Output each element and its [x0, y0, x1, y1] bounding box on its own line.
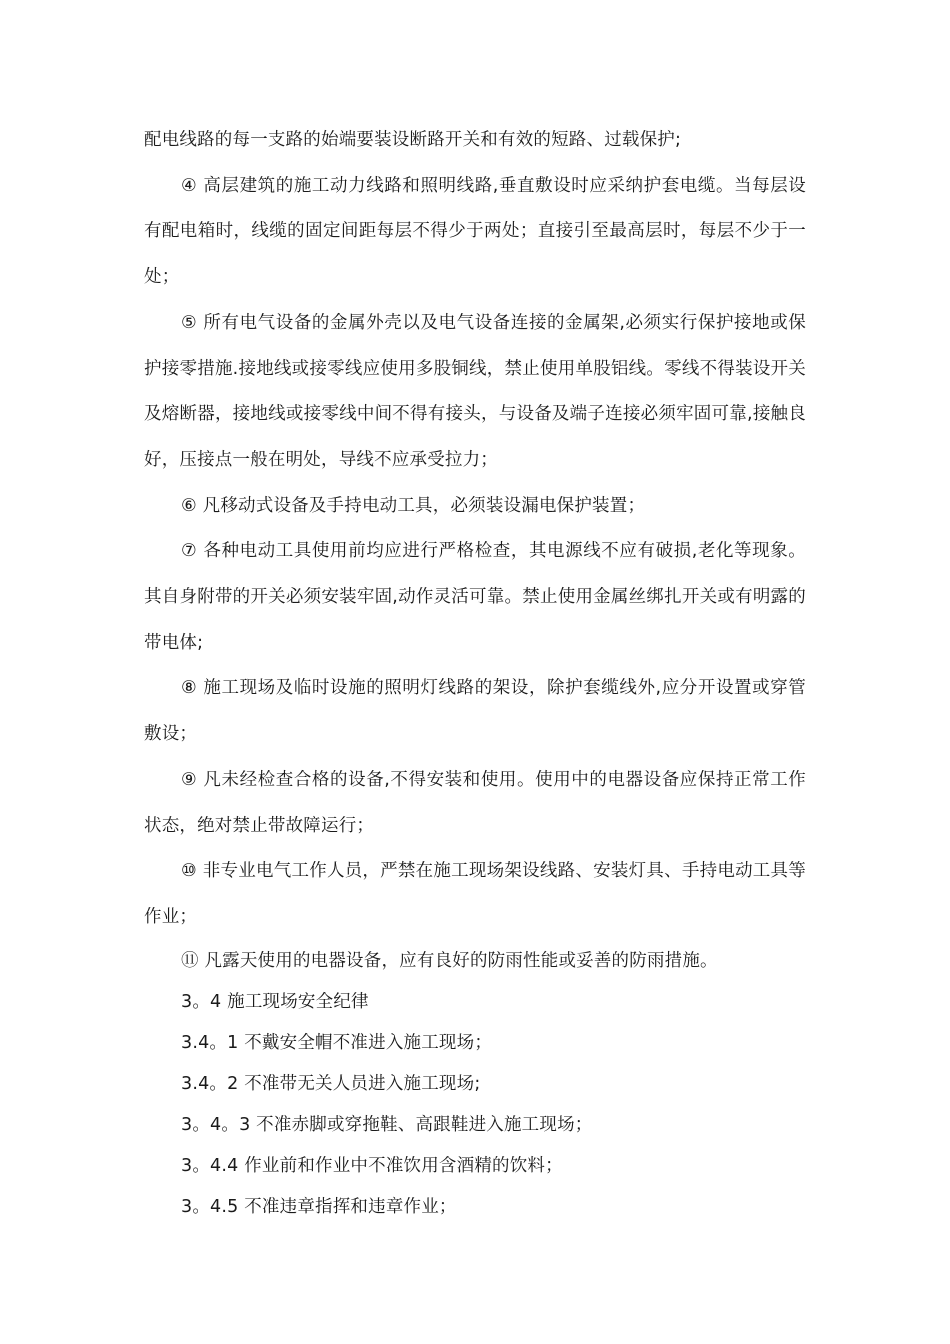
paragraph-item-5: ⑤ 所有电气设备的金属外壳以及电气设备连接的金属架,必须实行保护接地或保护接零措施.接地线或接零线应使用多股铜线，禁止使用单股铝线。零线不得装设开关及熔断器，接地线或接零线中间不得有接头，与设备及端子连接必须牢固可靠,接触良好，压接点一般在明处，导线不应承受拉力； [144, 312, 806, 470]
paragraph-item-9: ⑨ 凡未经检查合格的设备,不得安装和使用。使用中的电器设备应保持正常工作状态，绝对禁止带故障运行； [144, 769, 806, 836]
rule-item: 3。4。3 不准赤脚或穿拖鞋、高跟鞋进入施工现场； [181, 1114, 593, 1135]
document-body [144, 118, 806, 1228]
paragraph-item-8: ⑧ 施工现场及临时设施的照明灯线路的架设，除护套缆线外,应分开设置或穿管敷设； [144, 678, 806, 745]
paragraph-continuation: 配电线路的每一支路的始端要装设断路开关和有效的短路、过载保护; [144, 130, 682, 150]
rule-item: 3.4。1 不戴安全帽不准进入施工现场； [181, 1032, 493, 1053]
rule-item: 3。4.5 不准违章指挥和违章作业； [181, 1196, 457, 1217]
rule-item: 3.4。2 不准带无关人员进入施工现场; [181, 1073, 481, 1094]
paragraph-item-7: ⑦ 各种电动工具使用前均应进行严格检查，其电源线不应有破损,老化等现象。其自身附带的开关必须安装牢固,动作灵活可靠。禁止使用金属丝绑扎开关或有明露的带电体; [144, 541, 806, 653]
paragraph-item-4: ④ 高层建筑的施工动力线路和照明线路,垂直敷设时应采纳护套电缆。当每层设有配电箱时，线缆的固定间距每层不得少于两处；直接引至最高层时，每层不少于一处； [144, 175, 806, 288]
paragraph-item-10: ⑩ 非专业电气工作人员，严禁在施工现场架设线路、安装灯具、手持电动工具等作业； [144, 861, 806, 927]
section-heading: 3。4 施工现场安全纪律 [181, 991, 369, 1012]
rule-item: 3。4.4 作业前和作业中不准饮用含酒精的饮料； [181, 1155, 563, 1176]
paragraph-item-6: ⑥ 凡移动式设备及手持电动工具，必须装设漏电保护装置； [181, 495, 646, 516]
paragraph-item-11: ⑪ 凡露天使用的电器设备，应有良好的防雨性能或妥善的防雨措施。 [181, 950, 718, 971]
